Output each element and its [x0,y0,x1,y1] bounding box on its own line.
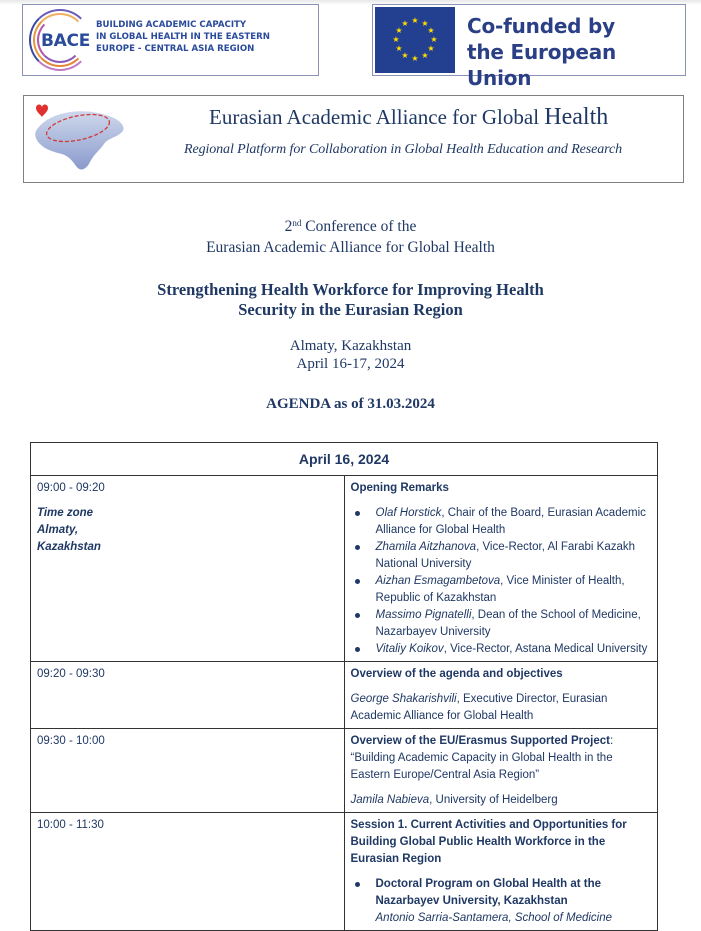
bace-logo [22,4,319,76]
conference-organizer: Eurasian Academic Alliance for Global Health [206,239,495,256]
time-cell: 10:00 - 11:30 [31,813,345,931]
timezone-note: Time zone Almaty, Kazakhstan [37,507,101,553]
session-title: Overview of the agenda and objectives [350,668,563,680]
session-speaker: Jamila Nabieva, University of Heidelberg [350,794,558,806]
session-item-list [351,876,653,927]
conference-dates: April 16-17, 2024 [296,356,405,372]
list-item: Zhamila Aitzhanova, Vice-Rector, Al Farabi Kazakh National University [351,539,653,573]
table-row [31,662,658,729]
list-item: Massimo Pignatelli, Dean of the School of Medicine, Nazarbayev University [351,607,653,641]
eu-flag-icon: ★ ★ ★ ★ ★ ★ ★ ★ ★ ★ ★ ★ [375,7,455,73]
alliance-title: Eurasian Academic Alliance for Global Health [209,104,609,130]
alliance-subtitle: Regional Platform for Collaboration in Global Health Education and Research [184,142,623,157]
session-cell [344,813,658,931]
bace-tagline: BUILDING ACADEMIC CAPACITY IN GLOBAL HEALTH IN THE EASTERN EUROPE - CENTRAL ASIA REGION [96,20,270,54]
session-title: Overview of the EU/Erasmus Supported Project: “Building Academic Capacity in Global Health in the Eastern Europe/Central Asia Region” [350,735,614,781]
agenda-label: AGENDA as of 31.03.2024 [266,396,435,412]
conference-ordinal-line: 2nd Conference of the [284,218,417,235]
session-cell [344,662,658,729]
session-cell [344,729,658,813]
table-row [31,813,658,931]
day-heading: April 16, 2024 [31,443,658,476]
eu-cofunded-logo [372,4,686,90]
conference-theme: Strengthening Health Workforce for Improving Health Security in the Eurasian Region [157,280,544,319]
session-title: Session 1. Current Activities and Opportunities for Building Global Public Health Workforce in the Eurasian Region [350,819,627,865]
session-cell [344,476,658,662]
list-item: Olaf Horstick, Chair of the Board, Eurasian Academic Alliance for Global Health [351,505,653,539]
day-header-row [31,443,658,476]
time-cell: 09:30 - 10:00 [31,729,345,813]
bace-acronym: BACE [41,31,91,51]
session-title: Opening Remarks [350,482,449,494]
table-row [31,729,658,813]
time-cell: 09:20 - 09:30 [31,662,345,729]
session-speaker: George Shakarishvili, Executive Director, Eurasian Academic Alliance for Global Health [350,693,608,722]
agenda-table [30,442,658,931]
eu-cofunded-text: Co-funded by the European Union [467,14,617,90]
heart-icon [36,104,48,117]
speaker-list [351,505,653,658]
conference-city: Almaty, Kazakhstan [289,338,412,354]
table-row [31,476,658,662]
list-item: Aizhan Esmagambetova, Vice Minister of Health, Republic of Kazakhstan [351,573,653,607]
time-cell: 09:00 - 09:20 Time zone Almaty, Kazakhstan [31,476,345,662]
list-item: Doctoral Program on Global Health at the Nazarbayev University, Kazakhstan Antonio Sarria-Santamera, School of Medicine [351,876,653,927]
alliance-banner [23,95,684,183]
list-item: Vitaliy Koikov, Vice-Rector, Astana Medical University [351,641,653,658]
bace-rings-icon [29,9,91,71]
eurasia-map-icon [28,98,128,180]
